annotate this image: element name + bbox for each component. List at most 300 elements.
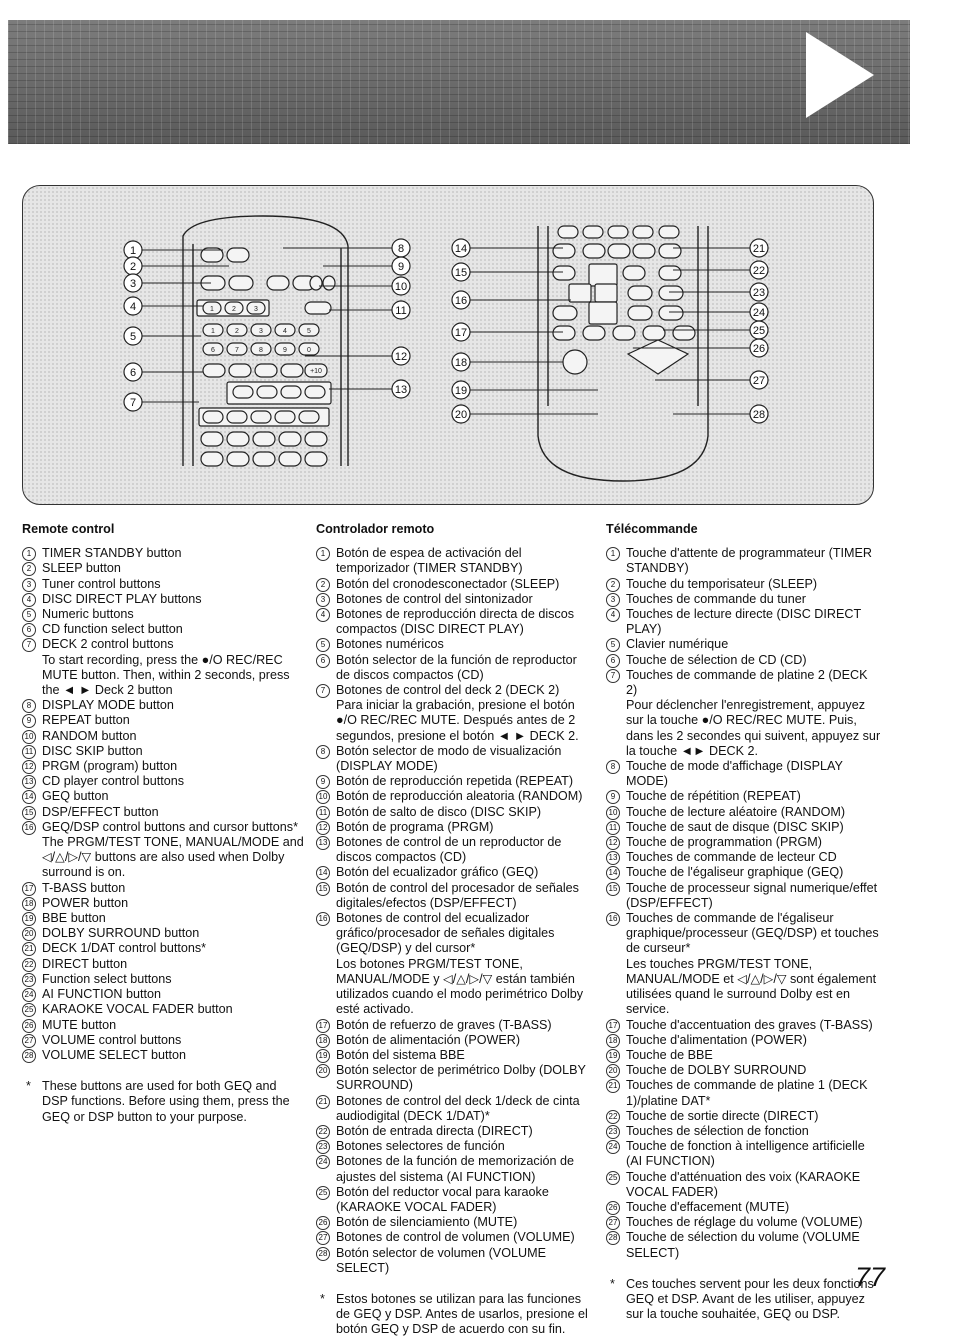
list-item <box>606 1170 882 1200</box>
remote-button <box>251 411 271 423</box>
callout-number: 21 <box>752 243 766 255</box>
item-number: 20 <box>606 1063 626 1078</box>
item-number: 26 <box>22 1018 42 1033</box>
item-number: 1 <box>22 546 42 561</box>
item-number: 3 <box>316 592 336 607</box>
remote-button <box>553 306 577 320</box>
remote-button <box>305 302 331 314</box>
remote-button <box>583 326 605 340</box>
item-text: Touches de réglage du volume (VOLUME) <box>626 1215 863 1230</box>
remote-button <box>227 248 249 262</box>
list-item <box>606 607 882 637</box>
list-item <box>606 1048 882 1063</box>
remote-button <box>323 276 335 290</box>
item-text: POWER button <box>42 895 129 910</box>
item-number: 7 <box>606 668 626 759</box>
item-text: Touche d'accentuation des graves (T-BASS) <box>626 1017 873 1032</box>
item-text: REPEAT button <box>42 713 130 728</box>
remote-button <box>659 244 681 258</box>
list-item <box>316 637 588 652</box>
callout-number: 19 <box>454 385 468 397</box>
button-label: 7 <box>235 347 239 354</box>
list-item <box>316 820 588 835</box>
spanish-column <box>316 522 588 1338</box>
item-text: Botón de silenciamiento (MUTE) <box>336 1215 518 1230</box>
remote-button <box>279 452 301 466</box>
item-number: 15 <box>316 881 336 911</box>
item-number: 12 <box>316 820 336 835</box>
list-item <box>316 865 588 880</box>
list-item <box>22 896 304 911</box>
remote-button <box>203 411 223 423</box>
callout-number: 25 <box>752 325 766 337</box>
item-number: 18 <box>316 1033 336 1048</box>
remote-button <box>608 226 628 238</box>
list-item <box>606 789 882 804</box>
callout-number: 6 <box>129 367 137 379</box>
callout-number: 8 <box>397 243 405 255</box>
item-text: Botón de reproducción aleatoria (RANDOM) <box>336 789 583 804</box>
remote-button <box>659 266 681 280</box>
callout-number: 3 <box>129 278 137 290</box>
header-bar <box>8 20 910 144</box>
list-item <box>22 1018 304 1033</box>
item-number: 23 <box>22 972 42 987</box>
list-item <box>22 820 304 881</box>
item-number: 11 <box>606 820 626 835</box>
button-label: 3 <box>259 328 263 335</box>
list-item <box>316 1154 588 1184</box>
item-number: 9 <box>22 713 42 728</box>
item-number: 13 <box>316 835 336 865</box>
item-text: AI FUNCTION button <box>42 987 161 1002</box>
item-text: RANDOM button <box>42 728 137 743</box>
callout-number: 12 <box>394 351 408 363</box>
list-item <box>316 592 588 607</box>
list-item <box>316 789 588 804</box>
list-item <box>22 561 304 576</box>
item-text: Touches de sélection de fonction <box>626 1123 809 1138</box>
item-number: 24 <box>606 1139 626 1169</box>
list-item <box>606 546 882 576</box>
list-item <box>606 1215 882 1230</box>
remote-button <box>310 276 322 290</box>
item-number: 17 <box>22 881 42 896</box>
item-text: Touche de processeur signal numerique/effet (DSP/EFFECT) <box>626 880 878 910</box>
list-item <box>606 1078 882 1108</box>
item-number: 4 <box>606 607 626 637</box>
callout-number: 17 <box>454 327 468 339</box>
list-item <box>22 759 304 774</box>
item-text: CD function select button <box>42 622 183 637</box>
item-number: 21 <box>22 941 42 956</box>
remote-button <box>229 364 251 377</box>
remote-button <box>553 244 575 258</box>
remote-button <box>305 432 327 446</box>
list-item <box>22 774 304 789</box>
item-number: 19 <box>22 911 42 926</box>
item-text: Botón de reproducción repetida (REPEAT) <box>336 774 574 789</box>
remote-button <box>553 326 575 340</box>
item-number: 20 <box>316 1063 336 1093</box>
callout-number: 20 <box>454 409 468 421</box>
callout-number: 15 <box>454 267 468 279</box>
item-number: 8 <box>22 698 42 713</box>
play-arrow-icon <box>800 30 880 120</box>
callout-number: 26 <box>752 343 766 355</box>
item-number: 8 <box>316 744 336 774</box>
item-text: Touches de lecture directe (DISC DIRECT PLAY) <box>626 607 861 637</box>
list-item <box>316 653 588 683</box>
item-number: 18 <box>606 1033 626 1048</box>
callout-number: 23 <box>752 287 766 299</box>
list-item <box>606 653 882 668</box>
remote-button <box>255 364 277 377</box>
remote-button <box>673 326 695 340</box>
remote-button <box>583 226 603 238</box>
item-text: DSP/EFFECT button <box>42 804 159 819</box>
button-label: 1 <box>211 328 215 335</box>
item-number: 18 <box>22 896 42 911</box>
item-text: Botones de la función de memorización de ajustes del sistema (AI FUNCTION) <box>336 1154 575 1184</box>
list-item <box>316 683 588 744</box>
english-column <box>22 522 304 1125</box>
item-text: Botón de espea de activación del temporizador (TIMER STANDBY) <box>336 546 523 576</box>
remote-button <box>275 411 295 423</box>
item-number: 6 <box>316 653 336 683</box>
item-text: Botón selector de perimétrico Dolby (DOLBY SURROUND) <box>336 1063 586 1093</box>
list-item <box>606 1139 882 1169</box>
list-item <box>606 1124 882 1139</box>
item-text: DOLBY SURROUND button <box>42 926 200 941</box>
list-item <box>316 546 588 576</box>
remote-button <box>633 244 655 258</box>
remote-button <box>227 432 249 446</box>
item-text: Botón selector de la función de reproductor de discos compactos (CD) <box>336 652 577 682</box>
item-text: DISPLAY MODE button <box>42 698 174 713</box>
item-number: 12 <box>606 835 626 850</box>
remote-button <box>628 286 652 300</box>
remote-button <box>203 364 225 377</box>
item-number: 27 <box>22 1033 42 1048</box>
list-item <box>22 789 304 804</box>
page-number: 77 <box>855 1262 886 1292</box>
item-text: Botón de entrada directa (DIRECT) <box>336 1123 533 1138</box>
callout-number: 4 <box>129 301 137 313</box>
button-label: +10 <box>310 368 322 375</box>
callout-number: 11 <box>395 305 407 317</box>
list-item <box>606 1033 882 1048</box>
list-item <box>316 577 588 592</box>
remote-button <box>229 276 253 290</box>
item-text: Touche de lecture aléatoire (RANDOM) <box>626 804 846 819</box>
item-text: Botón del sistema BBE <box>336 1047 465 1062</box>
list-item <box>22 637 304 698</box>
item-text: Touche de saut de disque (DISC SKIP) <box>626 819 844 834</box>
list-item <box>22 911 304 926</box>
list-item <box>22 744 304 759</box>
item-list <box>606 546 882 1261</box>
button-label: 2 <box>232 306 236 313</box>
remote-button <box>608 244 630 258</box>
list-item <box>316 1124 588 1139</box>
remote-control-illustration <box>23 186 875 506</box>
list-item <box>316 911 588 1017</box>
list-item <box>606 1200 882 1215</box>
item-number: 4 <box>22 592 42 607</box>
power-button <box>563 350 587 374</box>
callout-number: 16 <box>454 295 468 307</box>
remote-button <box>201 452 223 466</box>
item-text: Botón del cronodesconectador (SLEEP) <box>336 576 560 591</box>
item-text: Touche de sélection du volume (VOLUME SELECT) <box>626 1230 860 1260</box>
item-number: 7 <box>22 637 42 698</box>
remote-button <box>305 452 327 466</box>
remote-button <box>305 386 325 398</box>
item-number: 27 <box>606 1215 626 1230</box>
item-text: KARAOKE VOCAL FADER button <box>42 1002 233 1017</box>
callout-number: 14 <box>454 243 468 255</box>
item-text: VOLUME control buttons <box>42 1032 182 1047</box>
footnote: * Ces touches servent pour les deux fonctions GEQ et DSP. Avant de les utiliser, appuyez sur la touche souhaitée, GEQ ou DSP. <box>606 1277 882 1323</box>
button-label: 3 <box>254 306 258 313</box>
footnote: * Estos botones se utilizan para las funciones de GEQ y DSP. Antes de usarlos, presione el botón GEQ y DSP de acuerdo con su fin. <box>320 1291 588 1337</box>
item-text: Touche d'effacement (MUTE) <box>626 1199 790 1214</box>
cursor-right-button <box>595 284 617 302</box>
list-item <box>606 1230 882 1260</box>
column-title: Remote control <box>22 522 115 536</box>
item-number: 2 <box>606 577 626 592</box>
list-item <box>316 774 588 789</box>
list-item <box>316 1230 588 1245</box>
column-title: Controlador remoto <box>316 522 435 536</box>
item-number: 10 <box>22 729 42 744</box>
list-item <box>22 577 304 592</box>
item-number: 9 <box>316 774 336 789</box>
item-number: 11 <box>22 744 42 759</box>
list-item <box>316 1048 588 1063</box>
item-number: 1 <box>606 546 626 576</box>
cursor-up-button <box>589 264 617 286</box>
remote-button <box>257 386 277 398</box>
item-number: 6 <box>22 622 42 637</box>
item-text: Botones de control del deck 1/deck de cinta audiodigital (DECK 1/DAT)* <box>336 1093 580 1123</box>
item-text: Touches de commande de platine 1 (DECK 1)/platine DAT* <box>626 1078 868 1108</box>
item-text: Touche de répétition (REPEAT) <box>626 789 801 804</box>
item-number: 2 <box>22 561 42 576</box>
item-number: 10 <box>316 789 336 804</box>
item-number: 16 <box>606 911 626 1017</box>
list-item <box>22 941 304 956</box>
list-item <box>22 698 304 713</box>
list-item <box>22 972 304 987</box>
item-number: 26 <box>316 1215 336 1230</box>
remote-button <box>553 266 575 280</box>
remote-button <box>659 226 679 238</box>
callout-number: 28 <box>752 409 766 421</box>
item-number: 28 <box>316 1246 336 1276</box>
callout-number: 7 <box>129 397 137 409</box>
item-text: Botones numéricos <box>336 637 444 652</box>
item-number: 16 <box>22 820 42 881</box>
callout-number: 10 <box>394 281 408 293</box>
button-label: 1 <box>210 306 214 313</box>
item-number: 17 <box>606 1018 626 1033</box>
item-number: 14 <box>22 789 42 804</box>
list-item <box>316 835 588 865</box>
item-number: 13 <box>22 774 42 789</box>
list-item <box>22 592 304 607</box>
item-number: 17 <box>316 1018 336 1033</box>
item-number: 15 <box>22 805 42 820</box>
item-text: Botón de control del procesador de señales digitales/efectos (DSP/EFFECT) <box>336 880 579 910</box>
button-label: 4 <box>283 328 287 335</box>
callout-number: 1 <box>129 245 137 257</box>
list-item <box>606 881 882 911</box>
item-text: Touches de commande de platine 2 (DECK 2) Pour déclencher l'enregistrement, appuyez sur la touche ●/O REC/REC MUTE. Puis, dans les 2 secondes qui suivent, appuyez sur la touche ◄► DECK 2. <box>626 667 881 758</box>
item-number: 8 <box>606 759 626 789</box>
item-number: 26 <box>606 1200 626 1215</box>
list-item <box>606 1018 882 1033</box>
item-text: Botones de control del deck 2 (DECK 2) Para iniciar la grabación, presione el botón ●/O REC/REC MUTE. Después antes de 2 segundos, presione el botón ◄ ► DECK 2. <box>336 683 579 743</box>
remote-button <box>628 306 652 320</box>
callout-number: 18 <box>454 357 468 369</box>
list-item <box>316 1063 588 1093</box>
item-number: 15 <box>606 881 626 911</box>
item-text: Touches de commande de l'égaliseur graphique/processeur (GEQ/DSP) et touches de curseur* Les touches PRGM/TEST TONE, MANUAL/MODE et ◁/△/▷/▽ sont également utilisées quand le surround Dolby est en service. <box>626 911 879 1017</box>
item-text: Botón de alimentación (POWER) <box>336 1032 521 1047</box>
item-text: Botones de control de volumen (VOLUME) <box>336 1230 575 1245</box>
callout-number: 24 <box>752 307 766 319</box>
item-text: PRGM (program) button <box>42 759 178 774</box>
remote-button <box>613 326 635 340</box>
remote-button <box>253 452 275 466</box>
remote-button <box>227 411 247 423</box>
item-text: Botones de control del sintonizador <box>336 591 533 606</box>
item-text: Botones de reproducción directa de discos compactos (DISC DIRECT PLAY) <box>336 607 575 637</box>
list-item <box>606 759 882 789</box>
item-text: Botones de control de un reproductor de discos compactos (CD) <box>336 835 562 865</box>
item-text: DISC SKIP button <box>42 743 143 758</box>
item-text: Botón de salto de disco (DISC SKIP) <box>336 804 542 819</box>
item-number: 3 <box>22 577 42 592</box>
item-text: Touche du temporisateur (SLEEP) <box>626 576 818 591</box>
item-text: SLEEP button <box>42 561 121 576</box>
item-text: Touche de programmation (PRGM) <box>626 835 822 850</box>
item-number: 25 <box>22 1002 42 1017</box>
item-number: 4 <box>316 607 336 637</box>
list-item <box>22 957 304 972</box>
footnote: * These buttons are used for both GEQ and DSP functions. Before using them, press the GEQ or DSP button to your purpose. <box>22 1079 304 1125</box>
item-text: TIMER STANDBY button <box>42 546 182 561</box>
list-item <box>606 820 882 835</box>
item-number: 22 <box>606 1109 626 1124</box>
item-number: 19 <box>606 1048 626 1063</box>
item-text: Botones de control del ecualizador gráfico/procesador de señales digitales (GEQ/DSP) y del cursor* Los botones PRGM/TEST TONE, MANUAL/MODE y ◁/△/▷/▽ están también utilizados cuando el modo perimétrico Dolby esté activado. <box>336 911 584 1017</box>
list-item <box>22 713 304 728</box>
remote-button <box>623 266 645 280</box>
item-text: DIRECT button <box>42 956 128 971</box>
item-text: VOLUME SELECT button <box>42 1047 186 1062</box>
button-label: 0 <box>307 347 311 354</box>
item-number: 21 <box>316 1094 336 1124</box>
list-item <box>22 926 304 941</box>
item-text: Touche de BBE <box>626 1047 713 1062</box>
item-number: 23 <box>606 1124 626 1139</box>
item-number: 6 <box>606 653 626 668</box>
list-item <box>316 1018 588 1033</box>
item-text: Botón del ecualizador gráfico (GEQ) <box>336 865 539 880</box>
item-text: BBE button <box>42 911 106 926</box>
item-text: Touche de fonction à intelligence artificielle (AI FUNCTION) <box>626 1139 865 1169</box>
item-number: 16 <box>316 911 336 1017</box>
footnote-text: These buttons are used for both GEQ and DSP functions. Before using them, press the GEQ or DSP button to your purpose. <box>42 1079 290 1124</box>
item-number: 22 <box>316 1124 336 1139</box>
item-number: 28 <box>606 1230 626 1260</box>
remote-button <box>659 286 683 300</box>
item-list <box>22 546 304 1063</box>
list-item <box>606 1109 882 1124</box>
item-number: 21 <box>606 1078 626 1108</box>
list-item <box>606 1063 882 1078</box>
remote-button <box>227 452 249 466</box>
list-item <box>22 1033 304 1048</box>
remote-button <box>279 432 301 446</box>
item-number: 20 <box>22 926 42 941</box>
item-number: 2 <box>316 577 336 592</box>
list-item <box>316 1185 588 1215</box>
item-number: 1 <box>316 546 336 576</box>
item-text: MUTE button <box>42 1017 117 1032</box>
remote-button <box>643 326 665 340</box>
callout-number: 13 <box>394 384 408 396</box>
callout-number: 27 <box>752 375 766 387</box>
item-text: Botón selector de volumen (VOLUME SELECT) <box>336 1245 546 1275</box>
callout-number: 2 <box>129 261 137 273</box>
list-item <box>606 805 882 820</box>
cursor-down-button <box>589 302 617 324</box>
item-text: Touche d'alimentation (POWER) <box>626 1032 807 1047</box>
list-item <box>316 744 588 774</box>
item-number: 3 <box>606 592 626 607</box>
cursor-left-button <box>569 284 591 302</box>
button-label: 2 <box>235 328 239 335</box>
list-item <box>316 607 588 637</box>
item-text: Touches de commande du tuner <box>626 591 806 606</box>
list-item <box>316 805 588 820</box>
list-item <box>22 1048 304 1063</box>
item-text: Touche de DOLBY SURROUND <box>626 1063 807 1078</box>
item-text: Touche d'atténuation des voix (KARAOKE VOCAL FADER) <box>626 1169 861 1199</box>
item-text: Touche de sortie directe (DIRECT) <box>626 1108 819 1123</box>
item-text: Botón de programa (PRGM) <box>336 819 494 834</box>
button-label: 9 <box>283 347 287 354</box>
item-text: Touche de sélection de CD (CD) <box>626 652 807 667</box>
list-item <box>606 911 882 1017</box>
remote-button <box>233 386 253 398</box>
item-text: GEQ/DSP control buttons and cursor buttons* The PRGM/TEST TONE, MANUAL/MODE and ◁/△/▷/▽ buttons are also used when Dolby surround is on. <box>42 819 304 880</box>
item-number: 5 <box>22 607 42 622</box>
item-number: 12 <box>22 759 42 774</box>
item-number: 22 <box>22 957 42 972</box>
item-text: Touche de l'égaliseur graphique (GEQ) <box>626 865 844 880</box>
item-text: Touches de commande de lecteur CD <box>626 850 837 865</box>
item-number: 24 <box>316 1154 336 1184</box>
item-number: 5 <box>606 637 626 652</box>
item-text: GEQ button <box>42 789 109 804</box>
item-number: 27 <box>316 1230 336 1245</box>
remote-button <box>659 306 683 320</box>
